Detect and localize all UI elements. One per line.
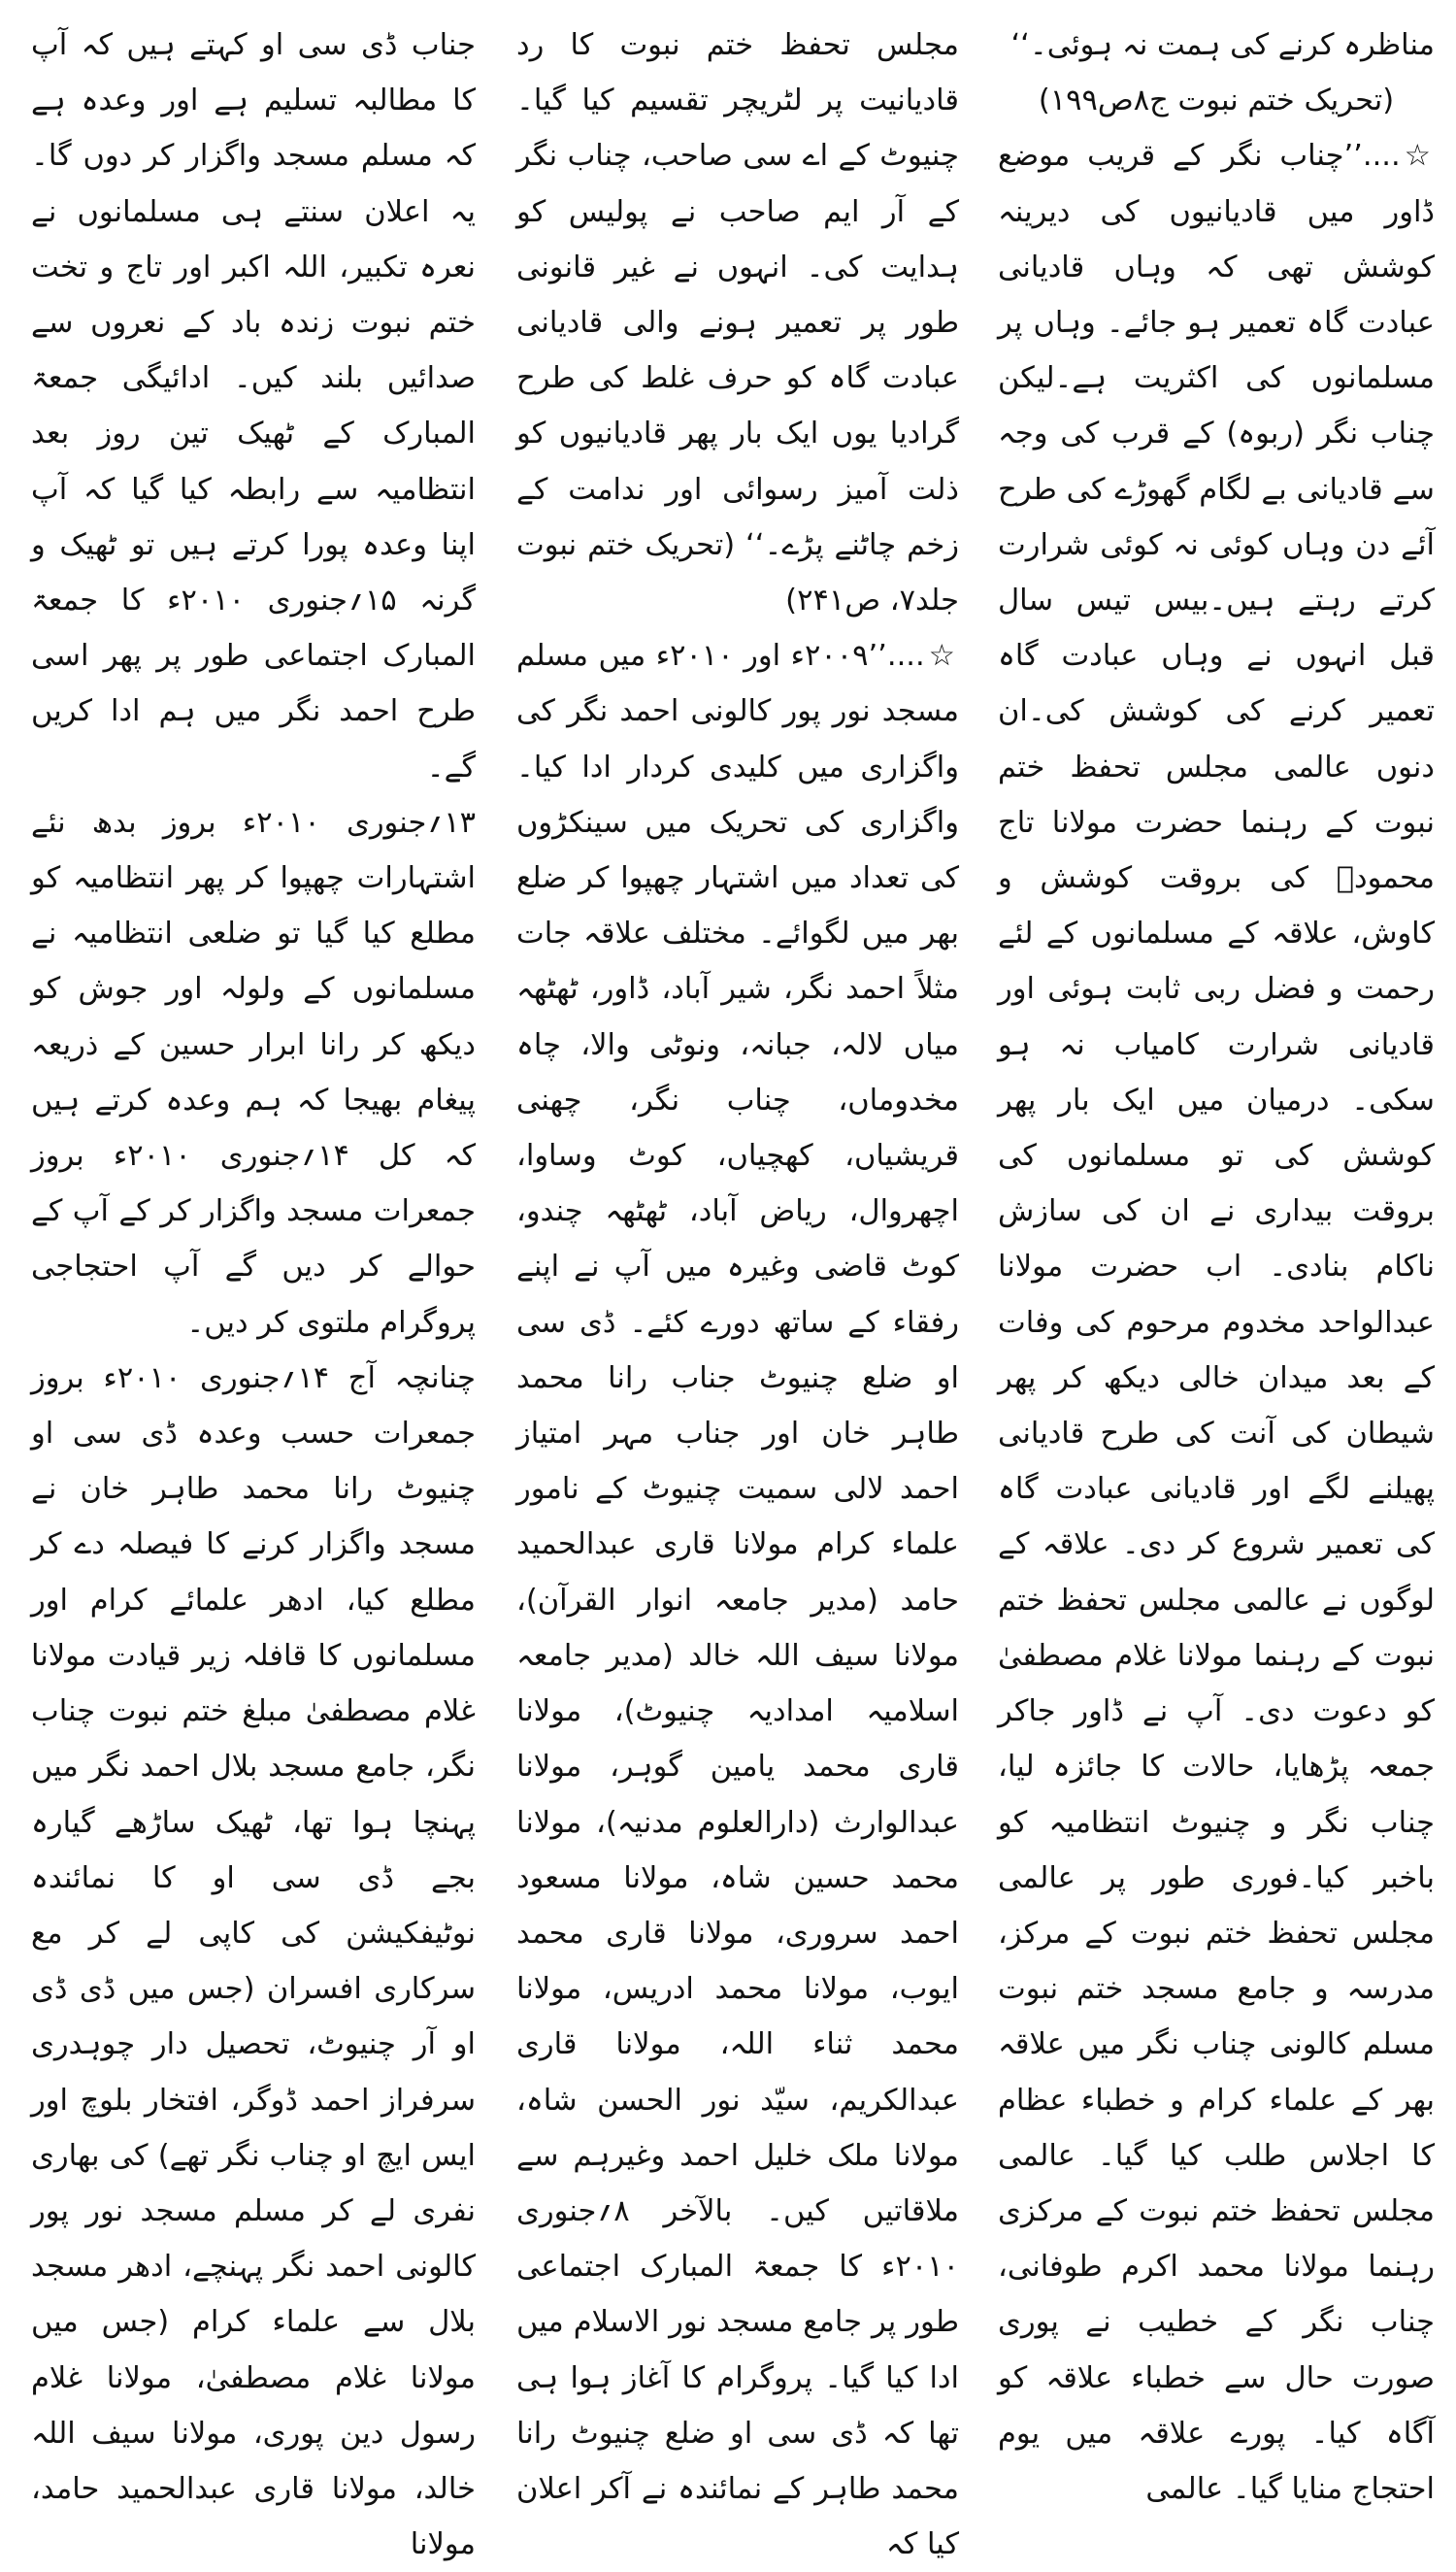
paragraph: چنانچہ آج ۱۴؍جنوری ۲۰۱۰ء بروز جمعرات حسب وعدہ ڈی سی او چنیوٹ رانا محمد طاہر خان نے مسجد واگزار کرنے کا فیصلہ دے کر مطلع کیا، ادھر علمائے کرام اور مسلمانوں کا قافلہ زیر قیادت مولانا غلام مصطفیٰ مبلغ ختم نبوت چناب نگر، جامع مسجد بلال احمد نگر میں پہنچا ہوا تھا، ٹھیک ساڑھے گیارہ بجے ڈی سی او کا نمائندہ نوٹیفکیشن کی کاپی لے کر مع سرکاری افسران (جس میں ڈی ڈی او آر چنیوٹ، تحصیل دار چوہدری سرفراز احمد ڈوگر، افتخار بلوچ اور ایس ایچ او چناب نگر تھے) کی بھاری نفری لے کر مسلم مسجد نور پور کالونی احمد نگر پہنچے، ادھر مسجد بلال سے علماء کرام (جس میں مولانا غلام مصطفیٰ، مولانا غلام رسول دین پوری، مولانا سیف اللہ خالد، مولانا قاری عبدالحمید حامد، مولانا bbox=[31, 1360, 477, 2562]
text-column-right bbox=[998, 17, 1435, 2506]
paragraph: مناظرہ کرنے کی ہمت نہ ہوئی۔‘‘ bbox=[1010, 28, 1435, 62]
paragraph-text: ....’’چناب نگر کے قریب موضع ڈاور میں قادیانیوں کی دیرینہ کوشش تھی کہ وہاں قادیانی عبادت گاہ تعمیر ہو جائے۔ وہاں پر مسلمانوں کی اکثریت ہے۔لیکن چناب نگر (ربوہ) کے قرب کی وجہ سے قادیانی بے لگام گھوڑے کی طرح آئے دن وہاں کوئی نہ کوئی شرارت کرتے رہتے ہیں۔بیس تیس سال قبل انہوں نے وہاں عبادت گاہ تعمیر کرنے کی کوشش کی۔ان دنوں عالمی مجلس تحفظ ختم نبوت کے رہنما حضرت مولانا تاج محمودؒ کی بروقت کوشش و کاوش، علاقہ کے مسلمانوں کے لئے رحمت و فضل ربی ثابت ہوئی اور قادیانی شرارت کامیاب نہ ہو سکی۔ درمیان میں ایک بار پھر کوشش کی تو مسلمانوں کی بروقت بیداری نے ان کی سازش ناکام بنادی۔ اب حضرت مولانا عبدالواحد مخدوم مرحوم کی وفات کے بعد میدان خالی دیکھ کر پھر شیطان کی آنت کی طرح قادیانی پھیلنے لگے اور قادیانی عبادت گاہ کی تعمیر شروع کر دی۔ علاقہ کے لوگوں نے عالمی مجلس تحفظ ختم نبوت کے رہنما مولانا غلام مصطفیٰ کو دعوت دی۔ آپ نے ڈاور جاکر جمعہ پڑھایا، حالات کا جائزہ لیا، چناب نگر و چنیوٹ انتظامیہ کو باخبر کیا۔فوری طور پر عالمی مجلس تحفظ ختم نبوت کے مرکز، مدرسہ و جامع مسجد ختم نبوت مسلم کالونی چناب نگر میں علاقہ بھر کے علماء کرام و خطباء عظام کا اجلاس طلب کیا گیا۔ عالمی مجلس تحفظ ختم نبوت کے مرکزی رہنما مولانا محمد اکرم طوفانی، چناب نگر کے خطیب نے پوری صورت حال سے خطباء علاقہ کو آگاہ کیا۔ پورے علاقہ میں یوم احتجاج منایا گیا۔ عالمی bbox=[998, 139, 1435, 2506]
paragraph-text: ....’’۲۰۰۹ء اور ۲۰۱۰ء میں مسلم مسجد نور پور کالونی احمد نگر کی واگزاری میں کلیدی کردار ادا کیا۔ واگزاری کی تحریک میں سینکڑوں کی تعداد میں اشتہار چھپوا کر ضلع بھر میں لگوائے۔ مختلف علاقہ جات مثلاً احمد نگر، شیر آباد، ڈاور، ٹھٹھہ میاں لالہ، جبانہ، ونوٹی والا، چاہ مخدوماں، چناب نگر، چھنی قریشیاں، کھچیاں، کوٹ وساوا، اچھروال، ریاض آباد، ٹھٹھہ چندو، کوٹ قاضی وغیرہ میں آپ نے اپنے رفقاء کے ساتھ دورے کئے۔ ڈی سی او ضلع چنیوٹ جناب رانا محمد طاہر خان اور جناب مہر امتیاز احمد لالی سمیت چنیوٹ کے نامور علماء کرام مولانا قاری عبدالحمید حامد (مدیر جامعہ انوار القرآن)، مولانا سیف اللہ خالد (مدیر جامعہ اسلامیہ امدادیہ چنیوٹ)، مولانا قاری محمد یامین گوہر، مولانا عبدالوارث (دارالعلوم مدنیہ)، مولانا محمد حسین شاہ، مولانا مسعود احمد سروری، مولانا قاری محمد ایوب، مولانا محمد ادریس، مولانا محمد ثناء اللہ، مولانا قاری عبدالکریم، سیّد نور الحسن شاہ، مولانا ملک خلیل احمد وغیرہم سے ملاقاتیں کیں۔ بالآخر ۸؍جنوری ۲۰۱۰ء کا جمعۃ المبارک اجتماعی طور پر جامع مسجد نور الاسلام میں ادا کیا گیا۔ پروگرام کا آغاز ہوا ہی تھا کہ ڈی سی او ضلع چنیوٹ رانا محمد طاہر کے نمائندہ نے آکر اعلان کیا کہ bbox=[516, 639, 959, 2562]
text-column-left bbox=[31, 17, 477, 2562]
paragraph bbox=[516, 628, 959, 2572]
paragraph: ۱۳؍جنوری ۲۰۱۰ء بروز بدھ نئے اشتہارات چھپوا کر پھر انتظامیہ کو مطلع کیا گیا تو ضلعی انتظامیہ نے مسلمانوں کے ولولہ اور جوش کو دیکھ کر رانا ابرار حسین کے ذریعہ پیغام بھیجا کہ ہم وعدہ کرتے ہیں کہ کل ۱۴؍جنوری ۲۰۱۰ء بروز جمعرات مسجد واگزار کر کے آپ کے حوالے کر دیں گے آپ احتجاجی پروگرام ملتوی کر دیں۔ bbox=[31, 805, 477, 1340]
star-icon: ☆ bbox=[928, 639, 955, 674]
paragraph bbox=[998, 128, 1435, 2517]
citation: (تحریک ختم نبوت ج۸ص۱۹۹) bbox=[1038, 84, 1395, 118]
star-icon: ☆ bbox=[1404, 139, 1431, 174]
paragraph: مجلس تحفظ ختم نبوت کا رد قادیانیت پر لٹریچر تقسیم کیا گیا۔ چنیوٹ کے اے سی صاحب، چناب نگر کے آر ایم صاحب نے پولیس کو ہدایت کی۔ انہوں نے غیر قانونی طور پر تعمیر ہونے والی قادیانی عبادت گاہ کو حرف غلط کی طرح گرادیا یوں ایک بار پھر قادیانیوں کو ذلت آمیز رسوائی اور ندامت کے زخم چاٹنے پڑے۔‘‘ (تحریک ختم نبوت جلد۷، ص۲۴۱) bbox=[516, 28, 959, 618]
paragraph: جناب ڈی سی او کہتے ہیں کہ آپ کا مطالبہ تسلیم ہے اور وعدہ ہے کہ مسلم مسجد واگزار کر دوں گا۔ یہ اعلان سنتے ہی مسلمانوں نے نعرہ تکبیر، اللہ اکبر اور تاج و تخت ختم نبوت زندہ باد کے نعروں سے صدائیں بلند کیں۔ ادائیگی جمعۃ المبارک کے ٹھیک تین روز بعد انتظامیہ سے رابطہ کیا گیا کہ آپ اپنا وعدہ پورا کرتے ہیں تو ٹھیک و گرنہ ۱۵؍جنوری ۲۰۱۰ء کا جمعۃ المبارک اجتماعی طور پر پھر اسی طرح احمد نگر میں ہم ادا کریں گے۔ bbox=[31, 28, 476, 785]
text-column-middle bbox=[516, 17, 959, 2562]
